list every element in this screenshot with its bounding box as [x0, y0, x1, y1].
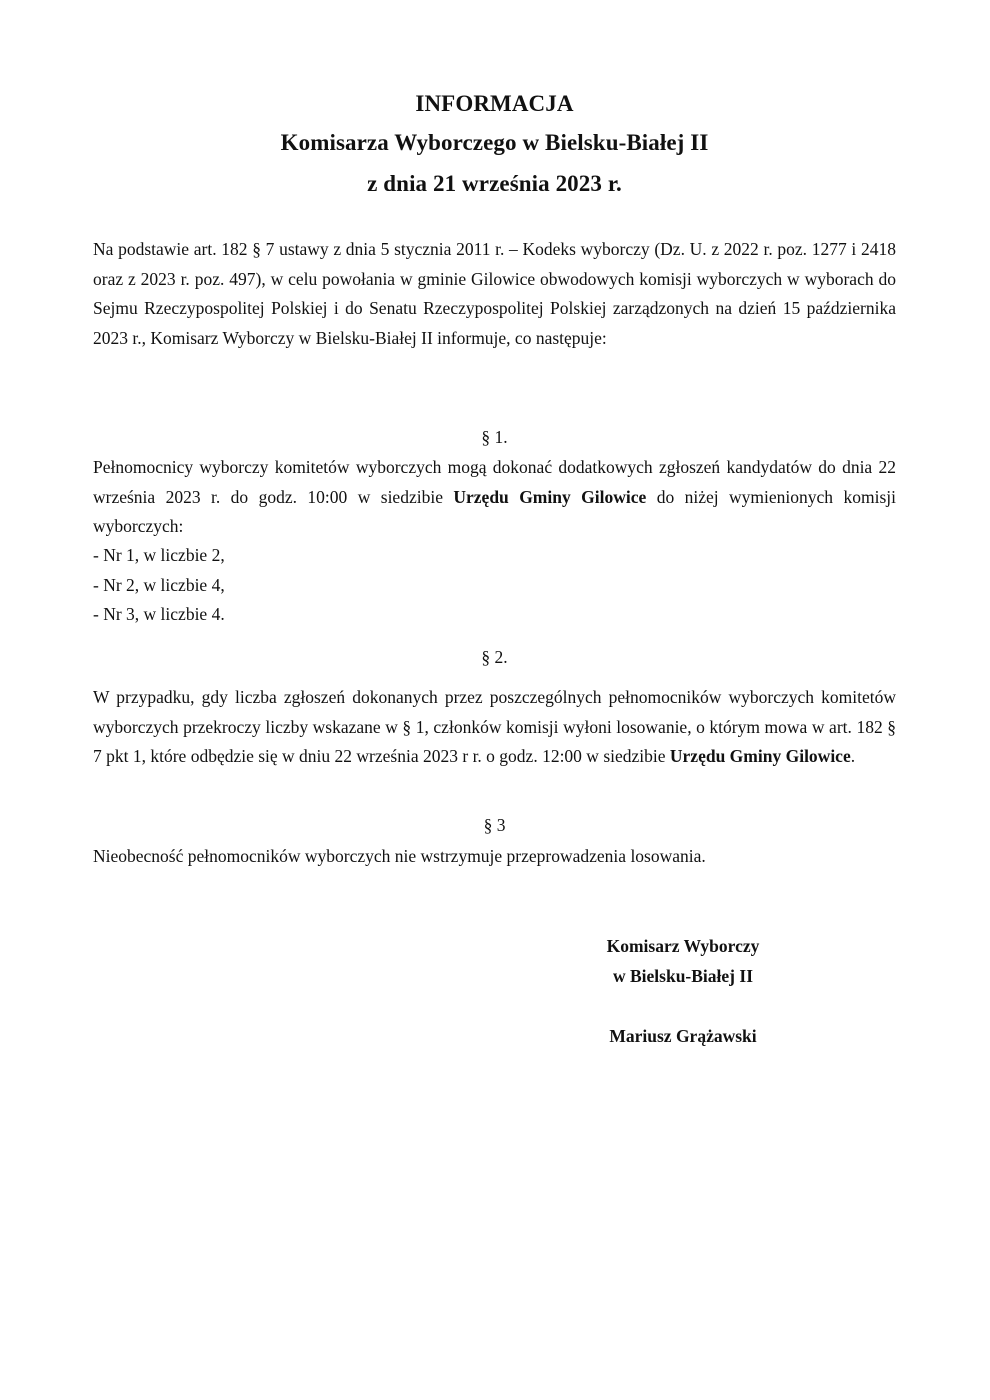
- section-2-text-before: W przypadku, gdy liczba zgłoszeń dokonanych przez poszczególnych pełnomocników wyborczych komitetów wyborczych przekroczy liczby wskazane w § 1, członków komisji wyłoni losowanie, o którym mowa w art. 182 § 7 pkt 1, które odbędzie się w dniu 22 września 2023 r r. o godz. 12:00 w siedzibie: [93, 687, 896, 766]
- section-2-paragraph: [93, 683, 896, 772]
- document-subtitle: Komisarza Wyborczego w Bielsku-Białej II: [280, 130, 709, 155]
- signature-name: Mariusz Grążawski: [609, 1026, 757, 1046]
- commission-list-item: - Nr 2, w liczbie 4,: [93, 574, 225, 595]
- section-1-text-before: Pełnomocnicy wyborczy komitetów wyborczych mogą dokonać dodatkowych zgłoszeń kandydatów do dnia 22 września 2023 r. do godz. 10:00 w siedzibie: [93, 457, 896, 507]
- section-2-office-name: Urzędu Gminy Gilowice: [669, 746, 851, 766]
- section-1-text-after: do niżej wymienionych komisji wyborczych:: [93, 486, 896, 536]
- signature-role-line-2: w Bielsku-Białej II: [612, 966, 754, 986]
- section-1-heading: § 1.: [481, 427, 508, 447]
- section-3-paragraph: Nieobecność pełnomocników wyborczych nie wstrzymuje przeprowadzenia losowania.: [93, 846, 706, 866]
- section-1-office-name: Urzędu Gminy Gilowice: [453, 486, 647, 507]
- document-title: INFORMACJA: [415, 91, 574, 116]
- commission-list-item: - Nr 1, w liczbie 2,: [93, 545, 225, 565]
- commission-list-item: - Nr 3, w liczbie 4.: [93, 604, 225, 624]
- commission-list: [93, 541, 225, 630]
- intro-paragraph: Na podstawie art. 182 § 7 ustawy z dnia 5 stycznia 2011 r. – Kodeks wyborczy (Dz. U. z 2022 r. poz. 1277 i 2418 oraz z 2023 r. poz. 497), w celu powołania w gminie Gilowice obwodowych komisji wyborczych w wyborach do Sejmu Rzeczypospolitej Polskiej i do Senatu Rzeczypospolitej Polskiej zarządzonych na dzień 15 października 2023 r., Komisarz Wyborczy w Bielsku-Białej II informuje, co następuje:: [93, 239, 896, 348]
- section-3-heading: § 3: [483, 815, 506, 835]
- document-date: z dnia 21 września 2023 r.: [367, 171, 622, 196]
- section-1-paragraph: [93, 453, 896, 542]
- signature-role: [563, 931, 803, 991]
- section-2-heading: § 2.: [481, 647, 508, 667]
- section-2-text-after: .: [850, 746, 856, 766]
- signature-role-line-1: Komisarz Wyborczy: [606, 936, 760, 956]
